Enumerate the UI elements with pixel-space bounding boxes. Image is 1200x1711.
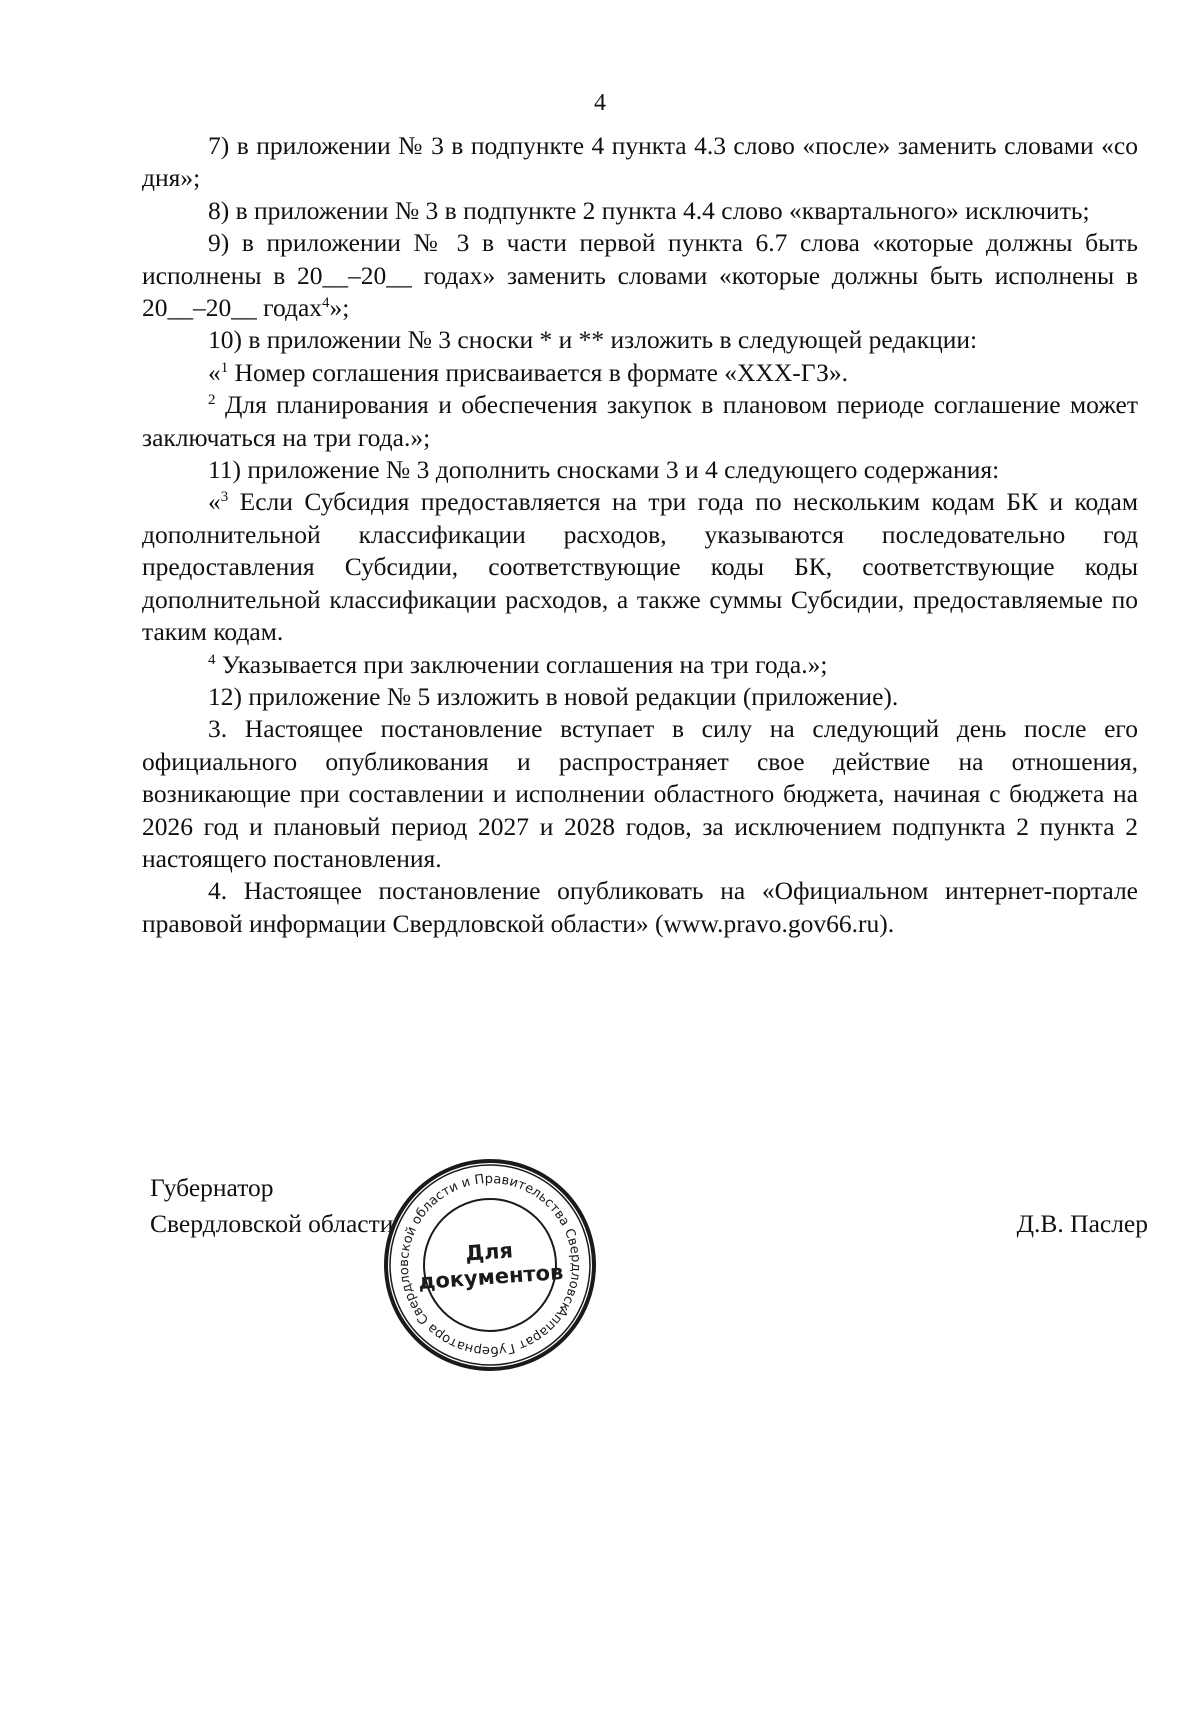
paragraph-text: « <box>208 487 221 517</box>
paragraph-text: Указывается при заключении соглашения на три года.»; <box>215 649 828 679</box>
paragraph-text: 10) в приложении № 3 сноски * и ** изложить в следующей редакции: <box>208 325 978 355</box>
footnote-1-text <box>142 357 1138 389</box>
stamp-center-line1: Для <box>464 1238 514 1266</box>
paragraph-text: 8) в приложении № 3 в подпункте 2 пункта 4.4 слово «квартального» исключить; <box>208 195 1090 225</box>
paragraph-item-12 <box>142 681 1138 713</box>
stamp-center <box>373 1148 608 1383</box>
paragraph-text: Если Субсидия предоставляется на три года по нескольким кодам БК и кодам дополнительной классификации расходов, указываются последовательно год предоставления Субсидии, соответствующие коды БК, соответствующие коды дополнительной классификации расходов, а также суммы Субсидии, предоставляемые по таким кодам. <box>142 487 1138 647</box>
footnote-ref: 4 <box>322 295 330 312</box>
footnote-ref: 4 <box>208 651 216 668</box>
footnote-ref: 1 <box>220 359 229 376</box>
footnote-2-text <box>142 389 1138 454</box>
paragraph-section-4 <box>142 875 1138 940</box>
paragraph-text: 12) приложение № 5 изложить в новой редакции (приложение). <box>208 681 899 711</box>
paragraph-text: Для планирования и обеспечения закупок в плановом периоде соглашение может заключаться на три года.»; <box>142 390 1138 452</box>
stamp-seal <box>380 1155 600 1375</box>
paragraph-text: 7) в приложении № 3 в подпункте 4 пункта 4.3 слово «после» заменить словами «со дня»; <box>142 131 1138 193</box>
signature-name: Д.В. Паслер <box>1016 1209 1148 1238</box>
signature-title <box>150 1170 393 1242</box>
paragraph-text: 4. Настоящее постановление опубликовать на «Официальном интернет-портале правовой информации Свердловской области» (www.pravo.gov66.ru). <box>142 876 1138 938</box>
paragraph-text: 11) приложение № 3 дополнить сносками 3 и 4 следующего содержания: <box>208 455 1000 485</box>
paragraph-item-10 <box>142 324 1138 356</box>
signature-title-line1: Губернатор <box>150 1173 274 1202</box>
paragraph-item-7 <box>142 130 1138 195</box>
paragraph-item-9 <box>142 227 1138 324</box>
stamp-ring-text: Аппарат Губернатора Свердловской области и Правительства Свердловской <box>396 1171 584 1359</box>
paragraph-text: Номер соглашения присваивается в формате «XXX-ГЗ». <box>228 357 849 387</box>
paragraph-text: « <box>208 357 221 387</box>
footnote-ref: 2 <box>208 392 216 409</box>
footnote-3-text <box>142 486 1138 648</box>
paragraph-item-8 <box>142 195 1138 227</box>
paragraph-item-11 <box>142 454 1138 486</box>
paragraph-text: 9) в приложении № 3 в части первой пункта 6.7 слова «которые должны быть исполнены в 20__–20__ годах» заменить словами «которые должны быть исполнены в 20__–20__ годах <box>142 228 1138 323</box>
paragraph-section-3 <box>142 713 1138 875</box>
footnote-4-text <box>142 649 1138 681</box>
paragraph-text: 3. Настоящее постановление вступает в силу на следующий день после его официального опубликования и распространяет свое действие на отношения, возникающие при составлении и исполнении областного бюджета, начиная с бюджета на 2026 год и плановый период 2027 и 2028 годов, за исключением подпункта 2 пункта 2 настоящего постановления. <box>142 714 1138 873</box>
document-body <box>142 130 1138 940</box>
stamp-center-line2: документов <box>417 1259 565 1295</box>
page-number: 4 <box>594 90 606 116</box>
paragraph-text: »; <box>329 293 350 323</box>
signature-title-line2: Свердловской области <box>150 1209 394 1238</box>
footnote-ref: 3 <box>220 489 229 506</box>
